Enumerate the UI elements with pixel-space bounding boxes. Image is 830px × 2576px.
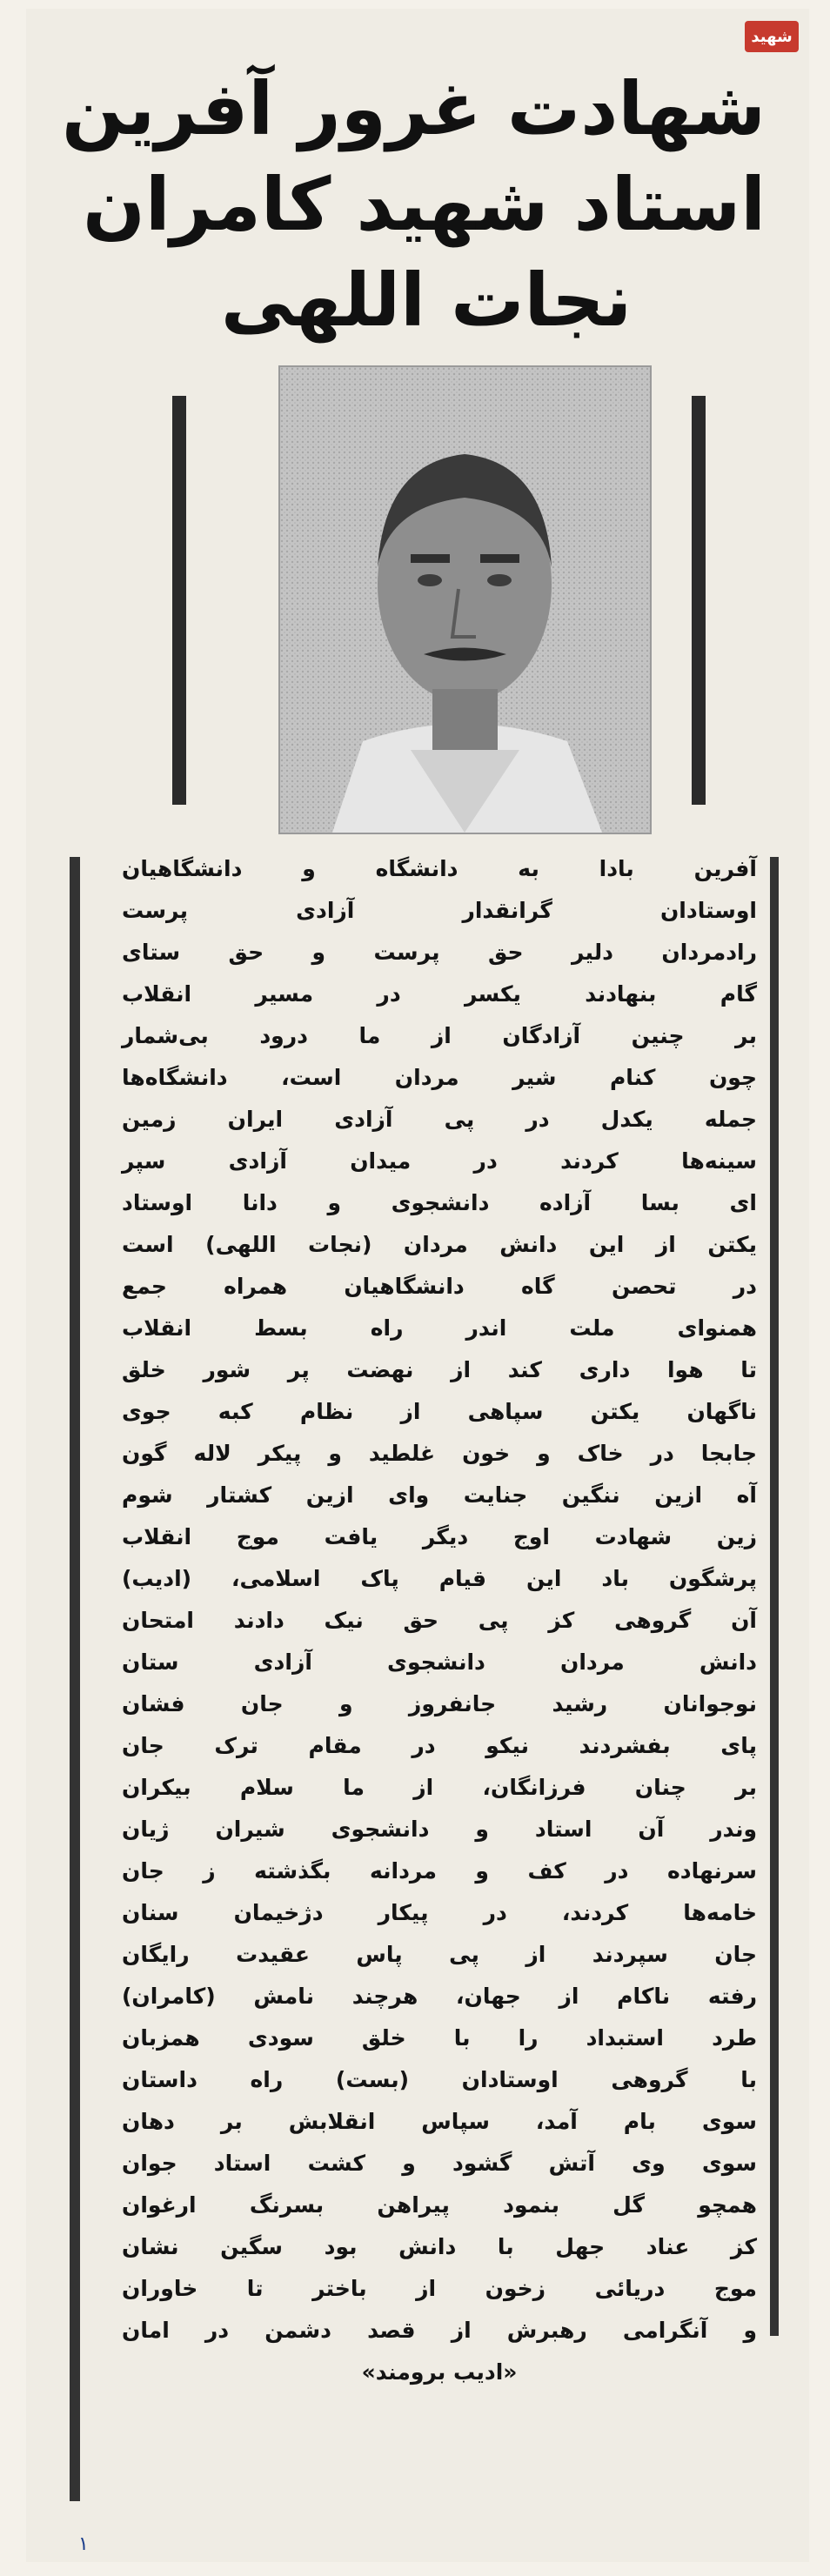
poem-line: آفرین بادا به دانشگاه و دانشگاهیان: [122, 856, 757, 881]
poem-line: در تحصن گاه دانشگاهیان همراه جمع: [122, 1274, 757, 1299]
poem-line: جمله یکدل در پی آزادی ایران زمین: [122, 1107, 757, 1132]
photo-right-rule: [692, 396, 706, 805]
right-column-rule: [770, 857, 779, 2336]
poem-line: طرد استبداد را با خلق سودی همزبان: [122, 2025, 757, 2051]
photo-left-rule: [172, 396, 186, 805]
headline: [62, 61, 766, 348]
portrait-photo: [278, 365, 652, 834]
poem-line: رفته ناکام از جهان، هرچند نامش (کامران): [122, 1984, 757, 2009]
headline-line-3: نجات اللهی: [220, 258, 633, 343]
margin-mark: ۱: [78, 2533, 89, 2555]
poem-line: کز عناد جهل با دانش بود سگین نشان: [122, 2234, 757, 2259]
poem-line: «ادیب برومند»: [361, 2359, 518, 2385]
poem-line: گام بنهادند یکسر در مسیر انقلاب: [122, 981, 757, 1007]
poem-line: اوستادان گرانقدار آزادی پرست: [122, 898, 757, 923]
headline-line-2: استاد شهید کامران: [83, 162, 766, 247]
poem-line: چون کنام شیر مردان است، دانشگاه‌ها: [122, 1065, 757, 1090]
poem-line: دانش مردان دانشجوی آزادی ستان: [122, 1649, 757, 1675]
poem-line: سوی بام آمد، سپاس انقلابش بر دهان: [122, 2109, 757, 2134]
poem-line: آه ازین ننگین جنایت وای ازین کشتار شوم: [122, 1482, 757, 1508]
poem-text: [122, 848, 757, 2393]
poem-line: سینه‌ها کردند در میدان آزادی سپر: [122, 1148, 757, 1174]
poem-line: همنوای ملت اندر راه بسط انقلاب: [122, 1315, 757, 1341]
poem-line: بر چنین آزادگان از ما درود بی‌شمار: [122, 1023, 757, 1048]
poem-line: سوی وی آتش گشود و کشت استاد جوان: [122, 2151, 757, 2176]
poem-line: سرنهاده در کف و مردانه بگذشته ز جان: [122, 1858, 757, 1883]
poem-line: نوجوانان رشید جانفروز و جان فشان: [122, 1691, 757, 1716]
poem-line: پای بفشردند نیکو در مقام ترک جان: [122, 1733, 757, 1758]
poem-line: همچو گل بنمود پیراهن بسرنگ ارغوان: [122, 2192, 757, 2218]
poem-line: تا هوا داری کند از نهضت پر شور خلق: [122, 1357, 757, 1382]
poem-line: خامه‌ها کردند، در پیکار دژخیمان سنان: [122, 1900, 757, 1925]
poem-line: زین شهادت اوج دیگر یافت موج انقلاب: [122, 1524, 757, 1549]
poem-line: با گروهی اوستادان (بست) راه داستان: [122, 2067, 757, 2092]
site-logo: شهید: [745, 21, 799, 52]
poem-line: موج دریائی زخون از باختر تا خاوران: [122, 2276, 757, 2301]
poem-line: ناگهان یکتن سپاهی از نظام کبه جوی: [122, 1399, 757, 1424]
left-column-rule: [70, 857, 80, 2501]
poem-line: یکتن از این دانش مردان (نجات اللهی) است: [122, 1232, 757, 1257]
poem-line: وندر آن استاد و دانشجوی شیران ژیان: [122, 1817, 757, 1842]
poem-line: بر چنان فرزانگان، از ما سلام بیکران: [122, 1775, 757, 1800]
newspaper-clipping: [26, 9, 809, 2562]
poem-line: آن گروهی کز پی حق نیک دادند امتحان: [122, 1608, 757, 1633]
poem-line: و آنگرامی رهبرش از قصد دشمن در امان: [122, 2318, 757, 2343]
poem-line: ای بسا آزاده دانشجوی و دانا اوستاد: [122, 1190, 757, 1215]
portrait-image: [280, 367, 650, 833]
poem-line: پرشگون باد این قیام پاک اسلامی، (ادیب): [122, 1566, 757, 1591]
headline-line-1: شهادت غرور آفرین: [62, 66, 766, 151]
poem-line: جان سپردند از پی پاس عقیدت رایگان: [122, 1942, 757, 1967]
poem-line: جابجا در خاک و خون غلطید و پیکر لاله گون: [122, 1441, 757, 1466]
poem-line: رادمردان دلیر حق پرست و حق ستای: [122, 940, 757, 965]
